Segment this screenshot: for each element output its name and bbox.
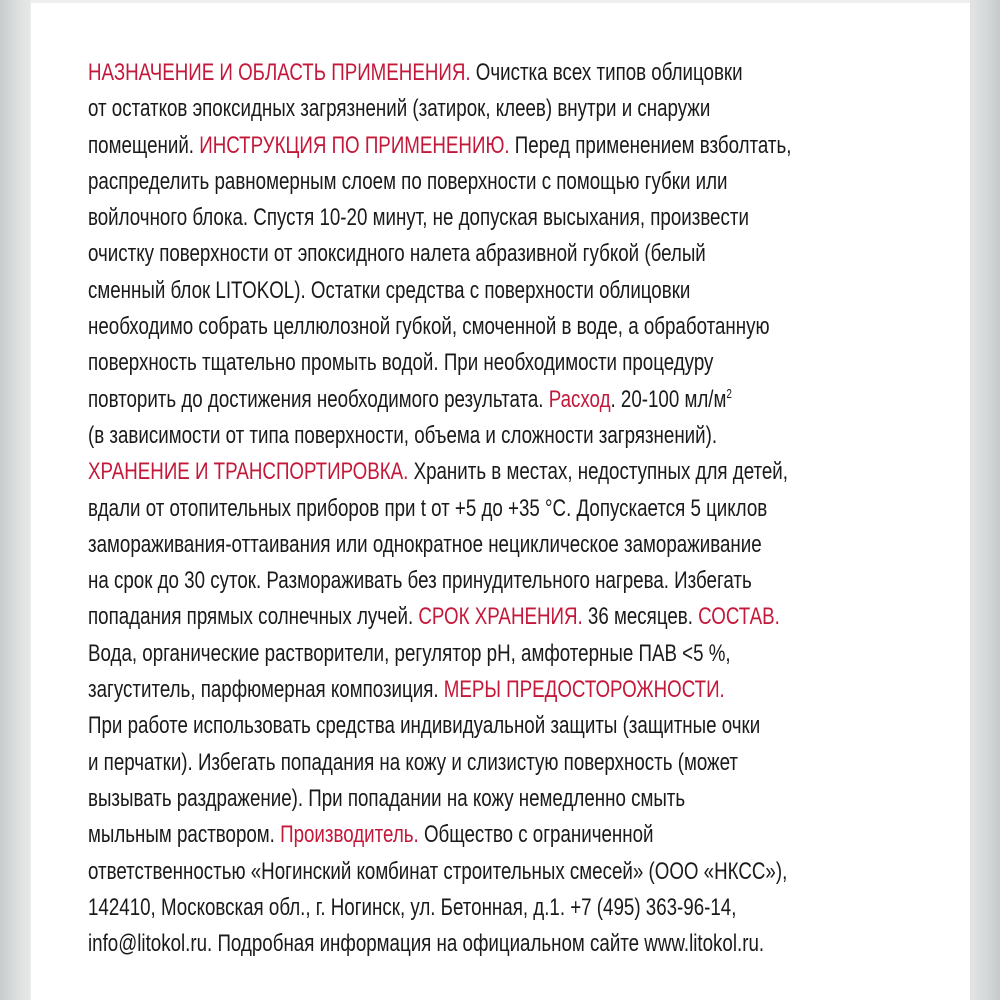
text-line [88,817,899,853]
text-line [88,890,899,926]
text-line [88,527,899,563]
body-text: info@litokol.ru. Подробная информация на официальном сайте www.litokol.ru. [88,930,765,958]
text-line [88,91,899,127]
text-line [88,636,899,672]
body-text: Общество с ограниченной [418,821,654,849]
section-heading: МЕРЫ ПРЕДОСТОРОЖНОСТИ. [443,676,725,704]
body-text: Перед применением взболтать, [509,131,792,159]
body-text: на срок до 30 суток. Размораживать без принудительного нагрева. Избегать [88,567,752,595]
body-text: необходимо собрать целлюлозной губкой, смоченной в воде, а обработанную [88,313,770,341]
body-text: . 20-100 мл/м [610,385,727,413]
product-instructions-text [88,55,899,962]
section-heading: СОСТАВ. [698,603,780,631]
body-text: 142410, Московская обл., г. Ногинск, ул. Бетонная, д.1. +7 (495) 363-96-14, [88,893,737,921]
text-line [88,273,899,309]
text-line [88,309,899,345]
body-text: вдали от отопительных приборов при t от +5 до +35 °С. Допускается 5 циклов [88,494,768,522]
body-text: и перчатки). Избегать попадания на кожу и слизистую поверхность (может [88,748,738,776]
text-line [88,854,899,890]
section-heading: ИНСТРУКЦИЯ ПО ПРИМЕНЕНИЮ. [199,131,510,159]
text-line [88,345,899,381]
text-line [88,164,899,200]
text-line [88,563,899,599]
body-text: При работе использовать средства индивидуальной защиты (защитные очки [88,712,761,740]
body-text: замораживания-оттаивания или однократное нециклическое замораживание [88,530,762,558]
text-line [88,599,899,635]
body-text: попадания прямых солнечных лучей. [88,603,419,631]
body-text: Хранить в местах, недоступных для детей, [408,458,788,486]
body-text: мыльным раствором. [88,821,281,849]
body-text: Очистка всех типов облицовки [470,59,743,86]
text-line [88,128,899,164]
text-line [88,708,899,744]
text-line [88,418,899,454]
body-text: помещений. [88,131,200,159]
body-text: повторить до достижения необходимого результата. [88,385,549,413]
body-text: ответственностью «Ногинский комбинат строительных смесей» (ООО «НКСС»), [88,857,788,885]
section-heading: НАЗНАЧЕНИЕ И ОБЛАСТЬ ПРИМЕНЕНИЯ. [88,59,471,86]
text-line [88,236,899,272]
body-text: войлочного блока. Спустя 10-20 минут, не допуская высыхания, произвести [88,204,749,232]
body-text: очистку поверхности от эпоксидного налета абразивной губкой (белый [88,240,706,268]
body-text: (в зависимости от типа поверхности, объема и сложности загрязнений). [88,421,718,449]
page-top-edge [31,0,970,3]
body-text: Вода, органические растворители, регулятор pH, амфотерные ПАВ <5 %, [88,639,731,667]
text-line [88,382,899,418]
body-text: поверхность тщательно промыть водой. При необходимости процедуру [88,349,714,377]
body-text: вызывать раздражение). При попадании на кожу немедленно смыть [88,784,686,812]
body-text: 2 [726,385,732,401]
section-heading: ХРАНЕНИЕ И ТРАНСПОРТИРОВКА. [88,458,409,486]
section-heading: СРОК ХРАНЕНИЯ. [418,603,583,631]
text-line [88,55,899,91]
text-line [88,454,899,490]
section-heading: Производитель. [280,821,419,849]
body-text: распределить равномерным слоем по поверхности с помощью губки или [88,167,728,195]
body-text: от остатков эпоксидных загрязнений (затирок, клеев) внутри и снаружи [88,95,711,123]
text-line [88,200,899,236]
text-line [88,926,899,962]
text-line [88,672,899,708]
body-text: загуститель, парфюмерная композиция. [88,676,444,704]
section-heading: Расход [548,385,611,413]
body-text: сменный блок LITOKOL). Остатки средства с поверхности облицовки [88,276,691,304]
text-line [88,745,899,781]
text-line [88,491,899,527]
body-text: 36 месяцев. [582,603,699,631]
text-line [88,781,899,817]
